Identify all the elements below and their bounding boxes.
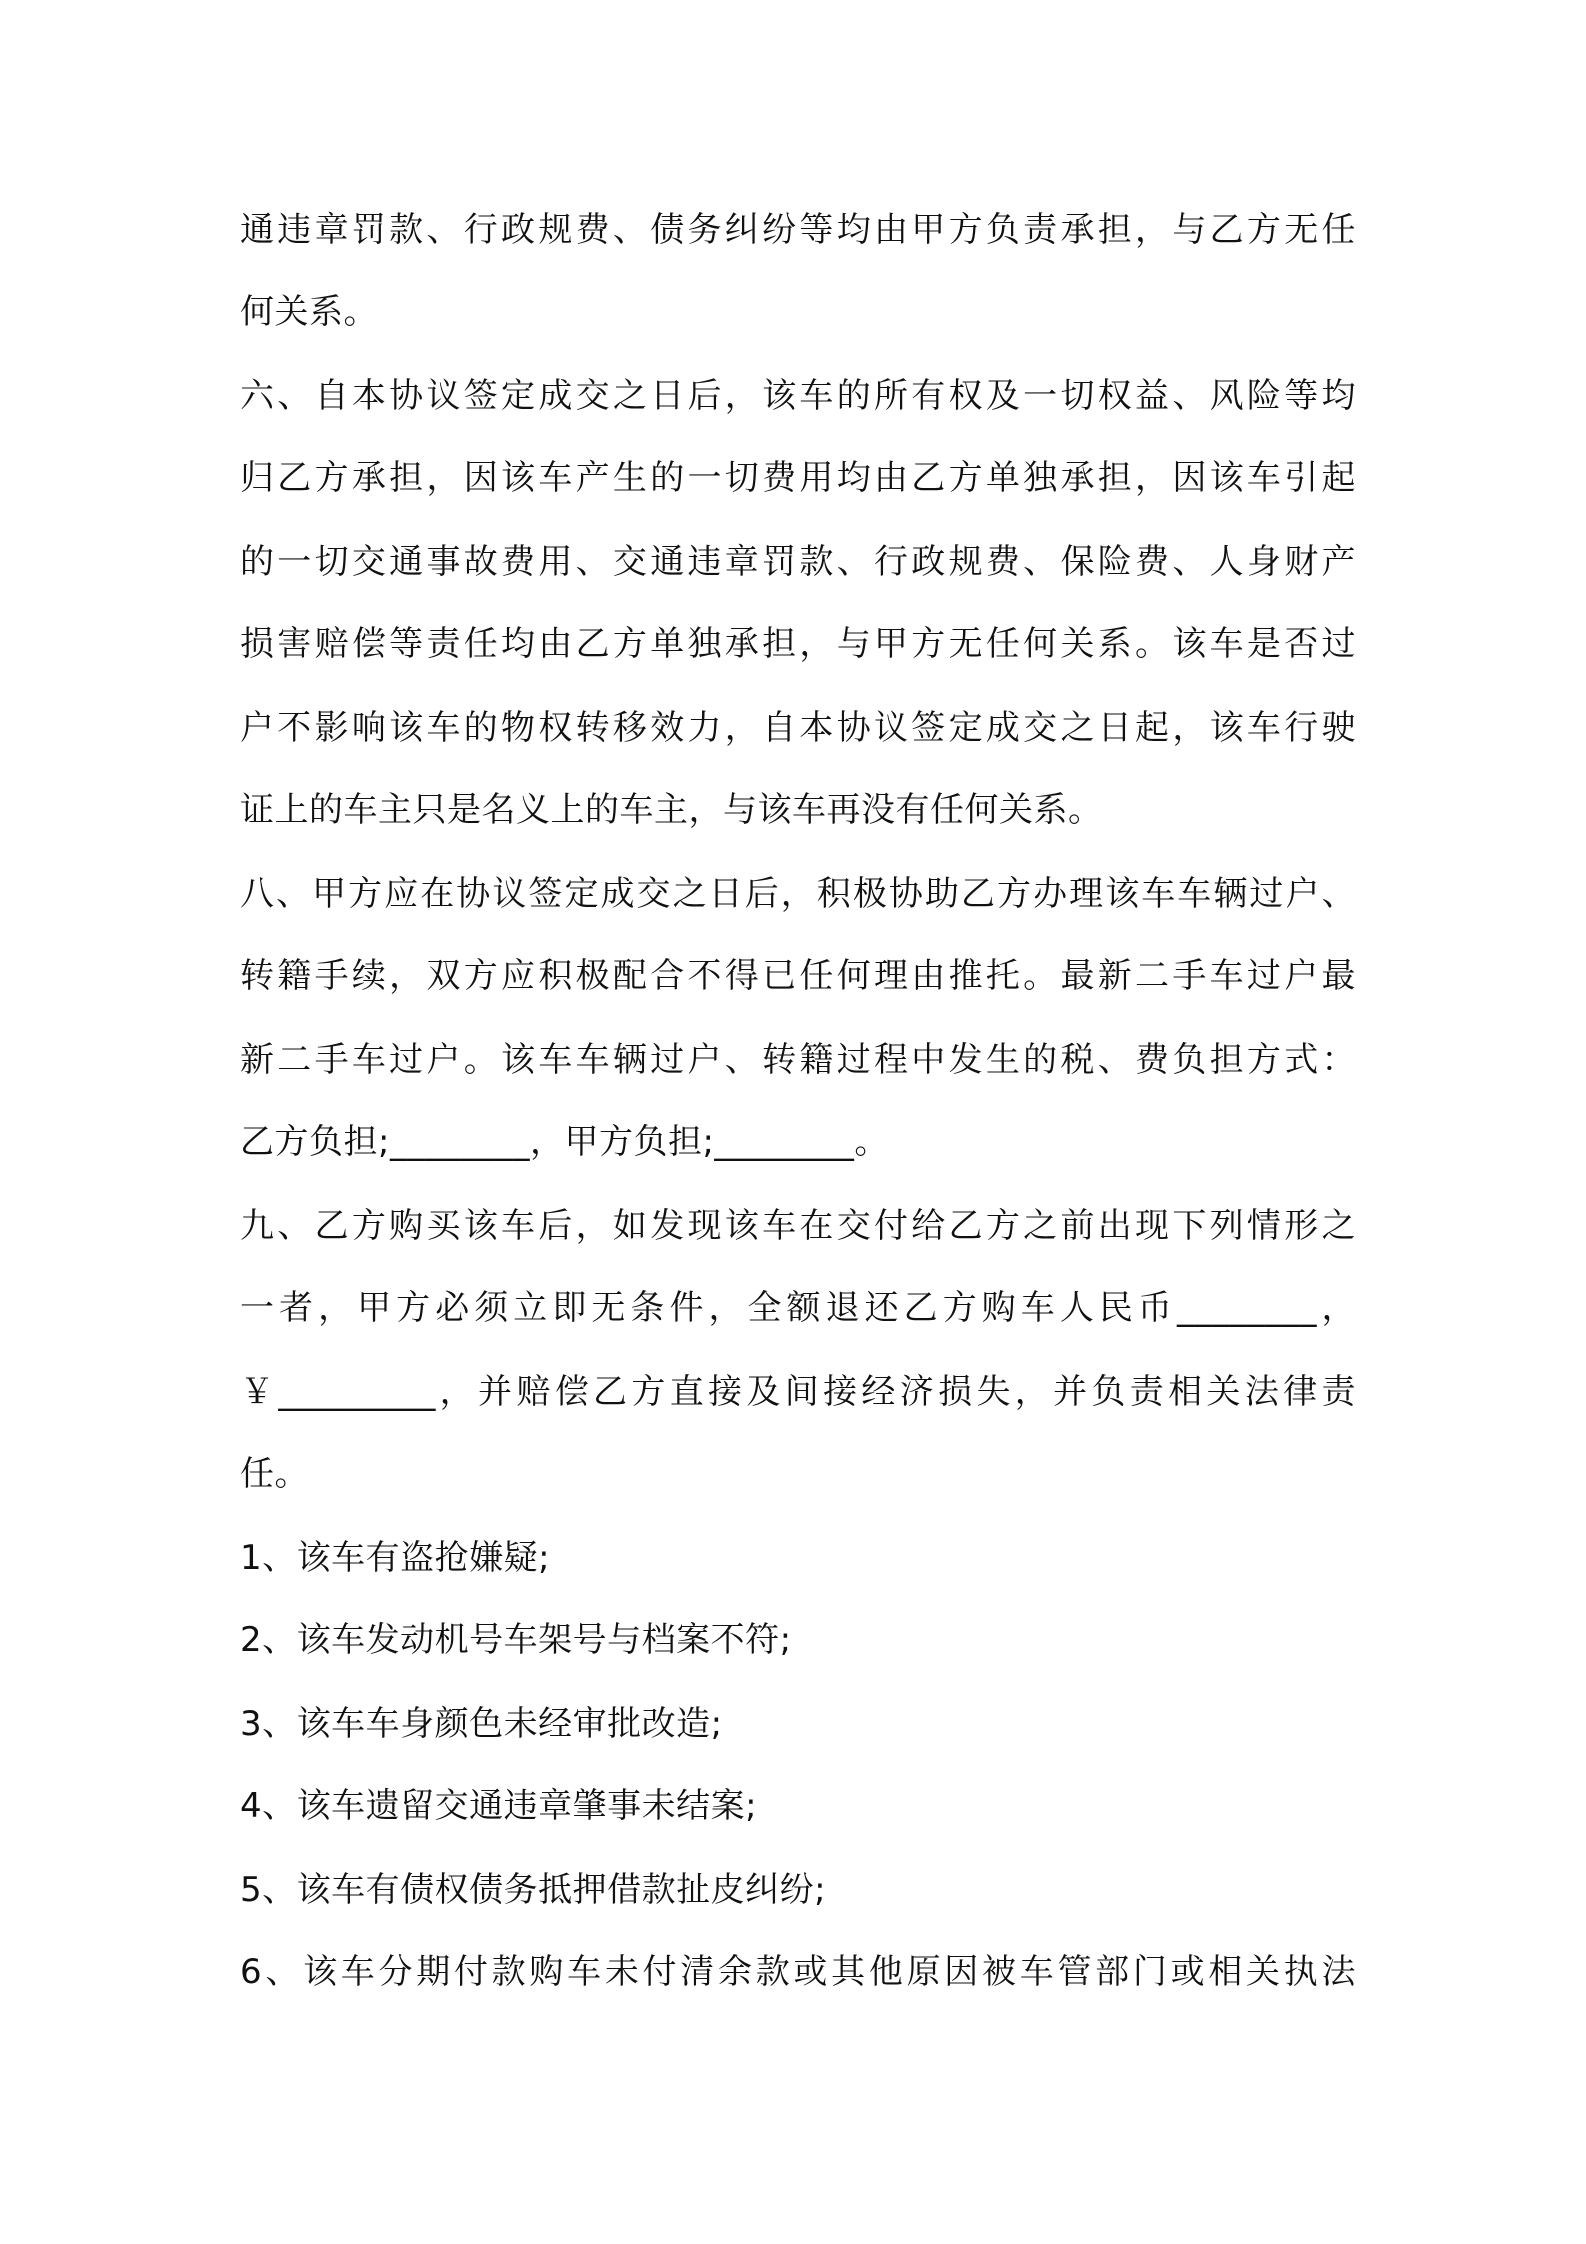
text-line: 证上的车主只是名义上的车主，与该车再没有任何关系。 — [240, 790, 1103, 830]
text-line: 九、乙方购买该车后，如发现该车在交付给乙方之前出现下列情形之 — [240, 1206, 1356, 1246]
text-line: 的一切交通事故费用、交通违章罚款、行政规费、保险费、人身财产 — [240, 542, 1356, 582]
text-line: ￥_________，并赔偿乙方直接及间接经济损失，并负责相关法律责 — [240, 1372, 1356, 1412]
text-line: 八、甲方应在协议签定成交之日后，积极协助乙方办理该车车辆过户、 — [240, 874, 1356, 914]
text-line: 任。 — [240, 1454, 309, 1494]
text-line: 归乙方承担，因该车产生的一切费用均由乙方单独承担，因该车引起 — [240, 458, 1356, 498]
text-line: 损害赔偿等责任均由乙方单独承担，与甲方无任何关系。该车是否过 — [240, 624, 1356, 664]
text-line: 一者，甲方必须立即无条件，全额退还乙方购车人民币________， — [240, 1288, 1356, 1328]
list-item: 1、该车有盗抢嫌疑; — [240, 1538, 551, 1578]
list-item: 4、该车遗留交通违章肇事未结案; — [240, 1786, 758, 1826]
text-line: 转籍手续，双方应积极配合不得已任何理由推托。最新二手车过户最 — [240, 956, 1356, 996]
text-line: 乙方负担;________，甲方负担;________。 — [240, 1122, 889, 1162]
list-item: 6、该车分期付款购车未付清余款或其他原因被车管部门或相关执法 — [240, 1952, 1356, 1992]
text-line: 新二手车过户。该车车辆过户、转籍过程中发生的税、费负担方式： — [240, 1040, 1356, 1080]
text-line: 通违章罚款、行政规费、债务纠纷等均由甲方负责承担，与乙方无任 — [240, 210, 1356, 250]
text-line: 何关系。 — [240, 292, 378, 332]
text-line: 六、自本协议签定成交之日后，该车的所有权及一切权益、风险等均 — [240, 376, 1356, 416]
list-item: 3、该车车身颜色未经审批改造; — [240, 1704, 723, 1744]
text-line: 户不影响该车的物权转移效力，自本协议签定成交之日起，该车行驶 — [240, 708, 1356, 748]
list-item: 5、该车有债权债务抵押借款扯皮纠纷; — [240, 1870, 827, 1910]
list-item: 2、该车发动机号车架号与档案不符; — [240, 1620, 792, 1660]
